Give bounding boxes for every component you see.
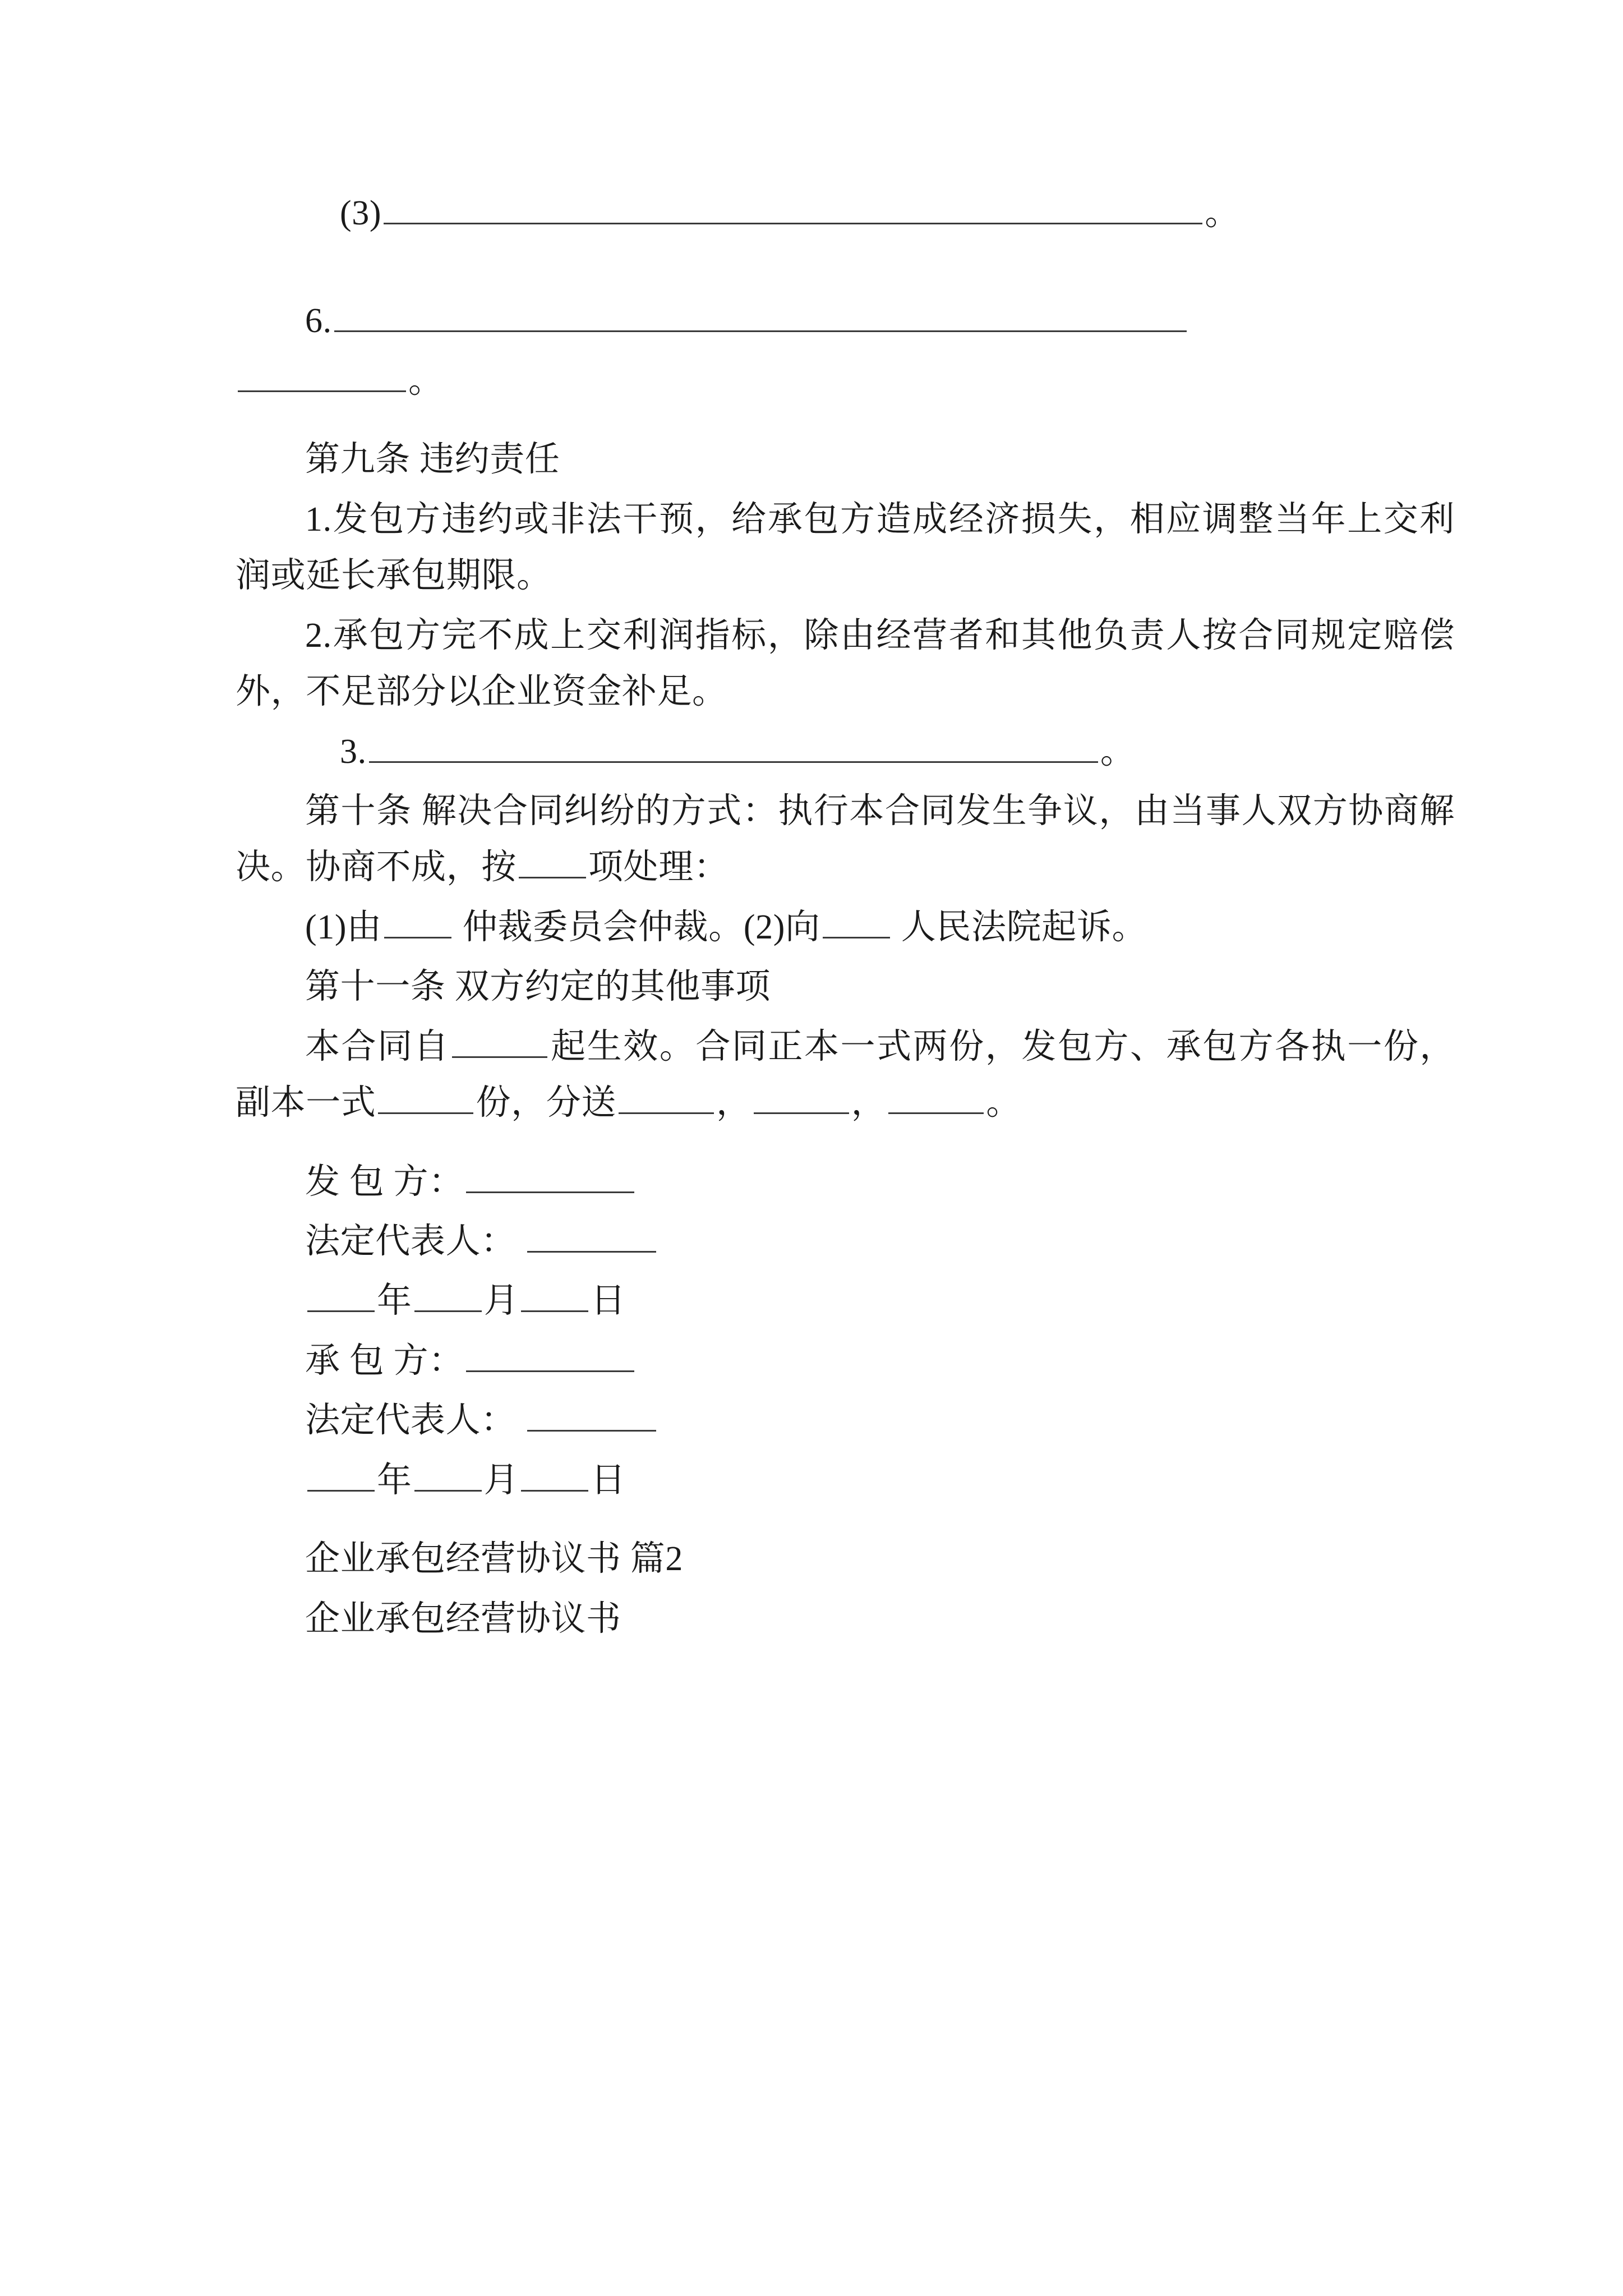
list-item-6	[236, 293, 1455, 349]
fill-in-blank[interactable]	[527, 1218, 656, 1253]
fill-in-blank[interactable]	[823, 904, 890, 938]
fill-in-blank[interactable]	[369, 728, 1098, 763]
spacer	[236, 1512, 1455, 1531]
fill-in-blank[interactable]	[378, 1079, 473, 1114]
article-10-options	[236, 899, 1455, 955]
signature-rep-b	[236, 1392, 1455, 1448]
list-item-6-prefix: 6.	[305, 302, 332, 341]
fill-in-blank[interactable]	[307, 1278, 375, 1313]
fill-in-blank[interactable]	[384, 190, 1202, 224]
fill-in-blank[interactable]	[452, 1023, 547, 1058]
next-document-subtitle: 企业承包经营协议书	[305, 1599, 621, 1638]
list-item-3-prefix: (3)	[340, 194, 382, 232]
fill-in-blank[interactable]	[888, 1079, 984, 1114]
spacer	[236, 412, 1455, 431]
article-11-heading: 第十一条 双方约定的其他事项	[305, 968, 771, 1006]
article-11-part6: 。	[986, 1084, 1021, 1122]
fill-in-blank[interactable]	[519, 844, 586, 878]
article-11-part3: 份，分送	[476, 1084, 616, 1122]
document-body	[236, 185, 1455, 1647]
article-10	[236, 783, 1455, 896]
article-9-clause-2: 2.承包方完不成上交利润指标，除由经营者和其他负责人按合同规定赔偿外，不足部分以企业资金补足。	[236, 616, 1455, 711]
article-9-clause-1: 1.发包方违约或非法干预，给承包方造成经济损失，相应调整当年上交利润或延长承包期限。	[236, 500, 1455, 595]
date-month-label: 月	[483, 1282, 519, 1320]
fill-in-blank[interactable]	[754, 1079, 849, 1114]
fill-in-blank[interactable]	[466, 1158, 634, 1193]
spacer	[236, 1135, 1455, 1154]
signature-party-a-label: 发 包 方：	[305, 1162, 464, 1201]
date-year-label: 年	[377, 1461, 412, 1499]
spacer	[236, 245, 1455, 293]
date-day-label: 日	[591, 1461, 626, 1499]
fill-in-blank[interactable]	[414, 1457, 482, 1492]
list-item-3	[236, 185, 1455, 241]
fill-in-blank[interactable]	[527, 1397, 656, 1432]
next-document-title: 企业承包经营协议书 篇2	[305, 1540, 683, 1579]
option-1-label: (1)由	[305, 908, 382, 946]
fill-in-blank[interactable]	[238, 357, 406, 392]
signature-party-a	[236, 1154, 1455, 1210]
date-party-b	[236, 1452, 1455, 1508]
option-2-label: 仲裁委员会仲裁。(2)向	[462, 908, 820, 946]
list-item-6-suffix: 。	[408, 361, 444, 400]
date-day-label: 日	[591, 1282, 626, 1320]
fill-in-blank[interactable]	[521, 1278, 588, 1313]
fill-in-blank[interactable]	[414, 1278, 482, 1313]
list-item-6-continuation	[236, 353, 1455, 409]
article-11-part1: 本合同自	[305, 1027, 450, 1066]
article-11-part2: 起生效。合同正本一式两份，发包方、承包方各执一份，副本一式	[236, 1027, 1455, 1122]
signature-rep-a-label: 法定代表人：	[305, 1222, 516, 1260]
article-11-body	[236, 1019, 1455, 1131]
signature-rep-b-label: 法定代表人：	[305, 1401, 516, 1440]
fill-in-blank[interactable]	[384, 904, 451, 938]
article-9-clause-3	[236, 724, 1455, 780]
signature-party-b	[236, 1333, 1455, 1389]
signature-party-b-label: 承 包 方：	[305, 1341, 464, 1380]
article-10-text-part1: 第十条 解决合同纠纷的方式：执行本合同发生争议，由当事人双方协商解决。协商不成，按	[236, 792, 1455, 887]
signature-rep-a	[236, 1213, 1455, 1269]
article-9-heading: 第九条 违约责任	[305, 440, 560, 479]
fill-in-blank[interactable]	[619, 1079, 714, 1114]
article-11-part4: ，	[716, 1084, 751, 1122]
fill-in-blank[interactable]	[466, 1337, 634, 1372]
article-9-clause-3-suffix: 。	[1100, 732, 1136, 771]
date-party-a	[236, 1273, 1455, 1329]
fill-in-blank[interactable]	[334, 298, 1187, 333]
list-item-3-suffix: 。	[1205, 194, 1240, 232]
date-month-label: 月	[483, 1461, 519, 1499]
fill-in-blank[interactable]	[307, 1457, 375, 1492]
article-10-text-part2: 项处理：	[588, 848, 729, 887]
date-year-label: 年	[377, 1282, 412, 1320]
article-9-clause-3-prefix: 3.	[340, 732, 367, 771]
article-11-part5: ，	[851, 1084, 887, 1122]
fill-in-blank[interactable]	[521, 1457, 588, 1492]
option-3-label: 人民法院起诉。	[901, 908, 1147, 946]
